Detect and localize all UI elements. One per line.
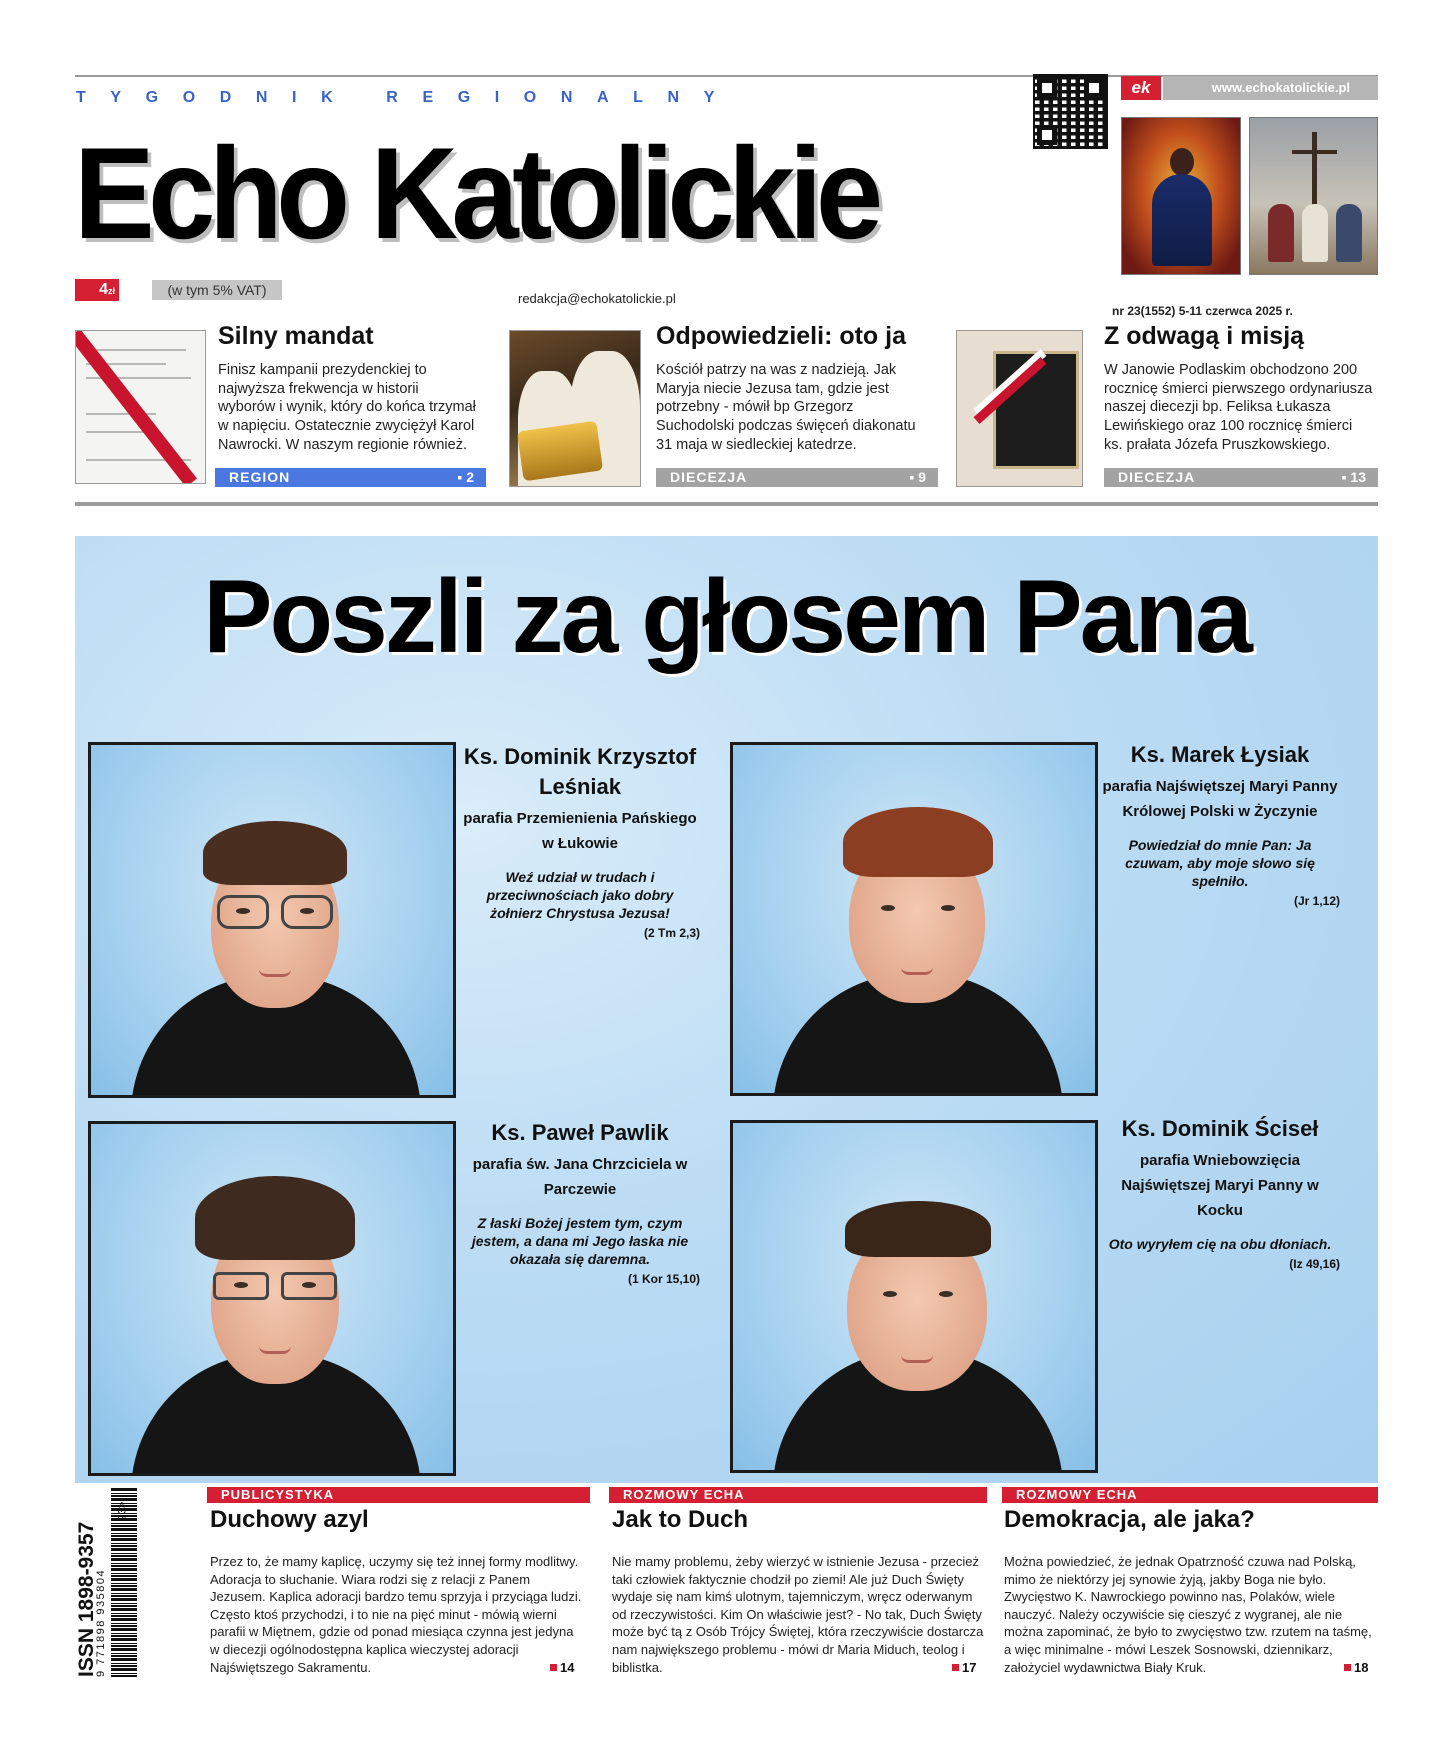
- teaser-body: W Janowie Podlaskim obchodzono 200 rocznicę śmierci pierwszego ordynariusza naszej diecezji bp. Feliksa Łukasza Lewińskiego oraz 100 rocznicę śmierci ks. prałata Józefa Pruszkowskiego.: [1104, 362, 1373, 453]
- hair: [845, 1201, 991, 1257]
- article-body: Przez to, że mamy kaplicę, uczymy się też innej formy modlitwy. Adoracja to słuchanie. Wiara rodzi się z relacji z Panem Jezusem. Kaplica adoracji bardzo temu sprzyja i przyciąga ludzi. Często ktoś przychodzi, i to nie na pięć minut - mówią wierni parafii w Miętnem, gdzie od ponad miesiąca czynna jest jedyna w diecezji ogólnodostępna kaplica wieczystej adoracji Najświętszego Sakramentu.: [210, 1554, 582, 1675]
- page-number: 17: [962, 1660, 977, 1675]
- qr-code-icon[interactable]: [1033, 74, 1108, 149]
- portrait-photo[interactable]: [730, 1120, 1098, 1473]
- barcode-digits: 9 771898 935804: [95, 1568, 107, 1677]
- section-bar-rozmowy[interactable]: ROZMOWY ECHA: [1002, 1487, 1378, 1503]
- page-marker-icon: [1344, 1664, 1351, 1671]
- scripture-ref: (2 Tm 2,3): [643, 926, 700, 940]
- madonna-icon-image: [1121, 117, 1241, 275]
- scripture-ref: (Iz 49,16): [1289, 1257, 1340, 1271]
- masthead-tagline: TYGODNIK REGIONALNY: [76, 89, 739, 106]
- price-unit: zł: [107, 286, 115, 296]
- section-bar-rozmowy[interactable]: ROZMOWY ECHA: [609, 1487, 987, 1503]
- qr-corner: [1084, 78, 1104, 98]
- qr-corner: [1037, 125, 1057, 145]
- teaser-body: Kościół patrzy na was z nadzieją. Jak Maryja niecie Jezusa tam, gdzie jest potrzebny - mówił bp Grzegorz Suchodolski podczas święceń diakonatu 31 maja w siedleckiej katedrze.: [656, 362, 916, 453]
- eye: [234, 1282, 248, 1288]
- teaser-body: Finisz kampanii prezydenckiej to najwyższa frekwencja w historii wyborów i wynik, który do końca trzymał w napięciu. Ostatecznie zwyciężył Karol Nawrocki. W naszym regionie również.: [218, 362, 476, 453]
- price-badge: [75, 279, 119, 301]
- issn-label: ISSN 1898-9357: [75, 1521, 98, 1677]
- page-marker-icon: [550, 1664, 557, 1671]
- section-bar-diecezja[interactable]: [656, 468, 938, 487]
- eye: [939, 1291, 953, 1297]
- article-title[interactable]: Demokracja, ale jaka?: [1004, 1506, 1255, 1533]
- priest-caption: [460, 742, 700, 940]
- priest-parish: parafia Najświętszej Maryi Panny Królowej Polski w Życzynie: [1102, 778, 1338, 820]
- eye: [302, 1282, 316, 1288]
- priest-caption: [460, 1118, 700, 1286]
- page-number: 18: [1354, 1660, 1369, 1675]
- barcode-block: [75, 1487, 139, 1677]
- section-bar-region[interactable]: [215, 468, 486, 487]
- eye: [941, 905, 955, 911]
- painting-figure: [1336, 204, 1362, 262]
- priest-quote: Powiedział do mnie Pan: Ja czuwam, aby moje słowo się spełniło.: [1125, 837, 1315, 889]
- crucifixion-painting-image: [1249, 117, 1378, 275]
- section-label: DIECEZJA: [1118, 469, 1196, 485]
- article-body: Można powiedzieć, że jednak Opatrzność czuwa nad Polską, mimo że niektórzy jej synowie żyją, jakby Boga nie było. Zwycięstwo K. Nawrockiego powinno nas, Polaków, wiele nauczyć. Należy oczywiście się cieszyć z wygranej, ale nie można zapominać, że było to zwycięstwo tzw. rzutem na taśmę, a więc minimalne - mówi Leszek Sosnowski, dziennikarz, założyciel wydawnictwa Biały Kruk.: [1004, 1554, 1372, 1675]
- vat-note: (w tym 5% VAT): [152, 280, 282, 300]
- page-ref: [550, 1660, 574, 1675]
- painting-figure: [1302, 204, 1328, 262]
- priest-parish: parafia Przemienienia Pańskiego w Łukowie: [463, 810, 697, 852]
- priest-parish: parafia św. Jana Chrzciciela w Parczewie: [472, 1156, 688, 1198]
- ballot-line: [86, 349, 186, 351]
- priest-quote: Z łaski Bożej jestem tym, czym jestem, a dana mi Jego łaska nie okazała się daremna.: [471, 1215, 689, 1267]
- ballot-photo[interactable]: [75, 330, 206, 484]
- page-ref: ▪ 13: [1341, 469, 1366, 485]
- eye: [881, 905, 895, 911]
- priest-name: Ks. Paweł Pawlik: [491, 1120, 669, 1145]
- article-title[interactable]: Jak to Duch: [612, 1506, 749, 1533]
- page-ref: ▪ 9: [909, 469, 926, 485]
- scripture-ref: (Jr 1,12): [1293, 894, 1340, 908]
- section-bar-diecezja[interactable]: [1104, 468, 1378, 487]
- issue-code: 23>: [116, 1501, 129, 1521]
- priest-caption: [1100, 1114, 1340, 1271]
- portrait-photo[interactable]: [730, 742, 1098, 1096]
- newspaper-logo: Echo Katolickie: [74, 120, 877, 266]
- feature-headline[interactable]: Poszli za głosem Pana: [203, 559, 1250, 675]
- price-value: 4: [99, 281, 108, 298]
- ordination-photo[interactable]: [509, 330, 641, 487]
- priest-name: Ks. Dominik Krzysztof Leśniak: [463, 744, 697, 799]
- section-label: DIECEZJA: [670, 469, 748, 485]
- page-ref: ▪ 2: [457, 469, 474, 485]
- hair: [203, 821, 347, 885]
- article-body: Nie mamy problemu, żeby wierzyć w istnienie Jezusa - przecież taki człowiek faktycznie chodził po ziemi! Ale już Duch Święty wydaje się nam kimś ulotnym, tajemniczym, wręcz oderwanym od rzeczywistości. Kim On właściwie jest? - No tak, Duch Święty może być tą z Osób Trójcy Świętej, która rzeczywiście dostarcza nam największego problemu - mówi dr Maria Miduch, teolog i biblistka.: [612, 1554, 984, 1675]
- article-title[interactable]: Duchowy azyl: [210, 1506, 369, 1533]
- mouth: [901, 1355, 933, 1363]
- teaser-title[interactable]: Odpowiedzieli: oto ja: [656, 322, 906, 350]
- priest-quote: Oto wyryłem cię na obu dłoniach.: [1108, 1236, 1332, 1252]
- hair: [843, 807, 993, 877]
- priest-name: Ks. Dominik Ściseł: [1121, 1116, 1319, 1141]
- madonna-head: [1170, 148, 1194, 176]
- teaser-title[interactable]: Z odwagą i misją: [1104, 322, 1305, 350]
- page-number: 14: [560, 1660, 575, 1675]
- editorial-email[interactable]: redakcja@echokatolickie.pl: [518, 291, 676, 306]
- portrait-photo[interactable]: [88, 1121, 456, 1476]
- hair: [195, 1176, 355, 1260]
- page-marker-icon: [952, 1664, 959, 1671]
- cross-bar: [1292, 150, 1337, 154]
- priest-name: Ks. Marek Łysiak: [1130, 742, 1310, 767]
- painting-figure: [1268, 204, 1294, 262]
- website-link[interactable]: www.echokatolickie.pl: [1163, 76, 1378, 100]
- priest-quote: Weź udział w trudach i przeciwnościach jako dobry żołnierz Chrystusa Jezusa!: [486, 869, 674, 921]
- teaser-title[interactable]: Silny mandat: [218, 322, 374, 350]
- section-divider: [75, 502, 1378, 506]
- section-bar-publicystyka[interactable]: PUBLICYSTYKA: [207, 1487, 590, 1503]
- priest-caption: [1100, 740, 1340, 908]
- eye: [236, 908, 250, 914]
- madonna-robe: [1152, 174, 1212, 266]
- qr-corner: [1037, 78, 1057, 98]
- page-ref: [1344, 1660, 1368, 1675]
- portrait-photo[interactable]: [88, 742, 456, 1098]
- ek-logo-badge: ek: [1121, 76, 1161, 100]
- section-label: REGION: [229, 469, 291, 485]
- scripture-ref: (1 Kor 15,10): [627, 1272, 700, 1286]
- mouth: [259, 1346, 291, 1354]
- eye: [300, 908, 314, 914]
- issue-number: nr 23(1552) 5-11 czerwca 2025 r.: [1112, 304, 1293, 318]
- mouth: [901, 967, 933, 975]
- memorial-plaque-photo[interactable]: [956, 330, 1083, 487]
- mouth: [259, 969, 291, 977]
- priest-parish: parafia Wniebowzięcia Najświętszej Maryi Panny w Kocku: [1121, 1152, 1319, 1219]
- page-ref: [952, 1660, 976, 1675]
- eye: [883, 1291, 897, 1297]
